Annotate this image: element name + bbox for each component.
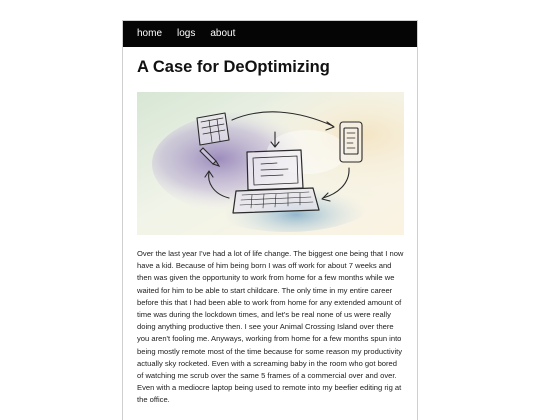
hero-illustration [137,92,404,235]
nav-link-about[interactable]: about [210,28,236,39]
nav-link-home[interactable]: home [137,28,163,39]
top-navbar [123,21,417,47]
nav-link-logs[interactable]: logs [177,28,196,39]
phone-sketch-right [340,122,362,162]
post-title: A Case for DeOptimizing [137,58,330,76]
post-body: Over the last year I've had a lot of life change. The biggest one being that I now have a kid. Because of him being born I was off work for about 7 weeks and then was given the opportunity to work from home for a few months while we waited for him to be able to start childcare. The only time in my entire career before this that I had been able to work from home for any extended amount of time was during the lockdown times, and let's be real none of us were really doing anything productive then. I see your Animal Crossing Island over there you aren't fooling me. Anyways, working from home for a few months spun into being mostly remote most of the time because for some reason my productivity actually sky rocketed. Even with a screaming baby in the room who got bored of watching me scrub over the same 5 frames of a commercial over and over. Even with a mediocre laptop being used to remote into my beefier editing rig at the office. [137,249,404,405]
page-container [122,20,418,420]
tablet-sketch-left [197,113,229,145]
